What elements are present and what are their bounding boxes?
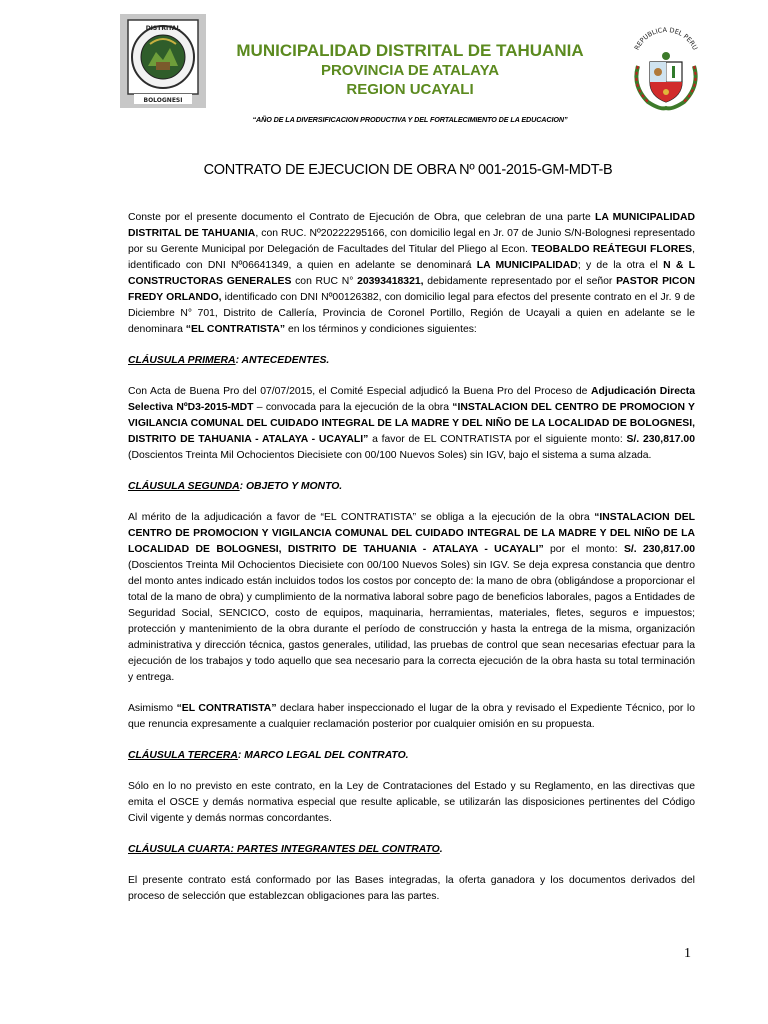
bold-text: LA MUNICIPALIDAD xyxy=(476,260,578,271)
contract-body xyxy=(128,210,695,920)
bold-text: 20393418321, xyxy=(357,276,424,287)
municipality-name: MUNICIPALIDAD DISTRITAL DE TAHUANIA xyxy=(236,41,584,60)
text-run: por el monto: xyxy=(543,544,624,555)
clause-heading-text: : MARCO LEGAL DEL CONTRATO. xyxy=(237,750,409,761)
text-run: con RUC N° xyxy=(291,276,358,287)
bold-text: N & L CONSTRUCTORAS GENERALES xyxy=(128,260,695,287)
bold-text: S/. 230,817.00 xyxy=(626,434,695,445)
clause-heading-cuarta xyxy=(128,842,695,858)
paragraph-partes-integrantes xyxy=(128,873,695,905)
bold-text: S/. 230,817.00 xyxy=(623,544,695,555)
clause-heading-label: CLÁUSULA TERCERA xyxy=(128,750,238,761)
bold-text: PASTOR PICON FREDY ORLANDO, xyxy=(128,276,695,303)
text-run: Con Acta de Buena Pro del 07/07/2015, el Comité Especial adjudicó la Buena Pro del Proceso de xyxy=(128,386,591,397)
bold-text: Adjudicación Directa Selectiva NºD3-2015-MDT xyxy=(128,386,695,413)
text-run: , identificado con DNI Nº06641349, a quien en adelante se denominará xyxy=(128,244,695,271)
bold-text: LA MUNICIPALIDAD DISTRITAL DE TAHUANIA xyxy=(128,212,695,239)
paragraph-asimismo xyxy=(128,701,695,733)
text-run: Conste por el presente documento el Contrato de Ejecución de Obra, que celebran de una parte xyxy=(128,212,595,223)
bold-text: “EL CONTRATISTA” xyxy=(185,324,286,335)
text-run: debidamente representado por el señor xyxy=(423,276,617,287)
coat-of-arms-icon xyxy=(628,22,704,114)
contract-title: CONTRATO DE EJECUCION DE OBRA Nº 001-2015-GM-MDT-B xyxy=(203,162,613,178)
clause-heading-segunda xyxy=(128,479,695,495)
text-run: El presente contrato está conformado por las Bases integradas, la oferta ganadora y los documentos derivados del proceso de selección que establezcan obligaciones para las partes. xyxy=(128,875,695,902)
clause-heading-primera xyxy=(128,353,695,369)
clause-heading-text: : OBJETO Y MONTO. xyxy=(239,481,343,492)
text-run: Sólo en lo no previsto en este contrato, en la Ley de Contrataciones del Estado y su Reglamento, en las directivas que emita el OSCE y demás normativa especial que resulte aplicable, se utilizarán las disposiciones pertinentes del Código Civil vigente y demás normas concordantes. xyxy=(128,781,695,824)
paragraph-parties xyxy=(128,210,695,338)
year-motto: “AÑO DE LA DIVERSIFICACION PRODUCTIVA Y DEL FORTALECIMIENTO DE LA EDUCACION” xyxy=(252,115,568,124)
text-run: a favor de EL CONTRATISTA por el siguiente monto: xyxy=(368,434,627,445)
bold-text: “INSTALACION DEL CENTRO DE PROMOCION Y VIGILANCIA COMUNAL DEL CUIDADO INTEGRAL DE LA MADRE Y DEL NIÑO DE LA LOCALIDAD DE BOLOGNESI, DISTRITO DE TAHUANIA - ATALAYA - UCAYALI” xyxy=(128,512,695,555)
text-run: identificado con DNI Nº00126382, con domicilio legal para efectos del presente contrato en el Jr. 9 de Diciembre N° 701, Distrito de Callería, Provincia de Coronel Portillo, Región de Ucayali a quien en adelante se le denominara xyxy=(128,292,696,335)
clause-heading-text: : ANTECEDENTES. xyxy=(235,355,330,366)
text-run: (Doscientos Treinta Mil Ochocientos Diecisiete con 00/100 Nuevos Soles) sin IGV, bajo el sistema a suma alzada. xyxy=(128,450,652,461)
text-run: (Doscientos Treinta Mil Ochocientos Diecisiete con 00/100 Nuevos Soles) sin IGV. Se deja expresa constancia que dentro del monto antes indicado están incluidos todos los costos por concepto de: la mano de obra (obligándose a proporcionar el total de la mano de obra) y cumplimiento de la normativa laboral sobre pago de beneficios laborales, pagos a Entidades de Seguridad Social, SENCICO, costo de equipos, maquinaria, herramientas, materiales, fletes, seguros e impuestos; protección y mantenimiento de la obra durante el período de construcción y hasta la entrega de la misma, organización administrativa y dirección técnica, gastos generales, utilidad, las pruebas de control que sean necesarias efectuar para la ejecución de los trabajos y todo aquello que sea necesario para la correcta ejecución de la obra hasta su total terminación y entrega. xyxy=(128,560,695,683)
region-name: REGION UCAYALI xyxy=(346,81,474,98)
clause-heading-label: CLÁUSULA CUARTA: PARTES INTEGRANTES DEL CONTRATO xyxy=(128,844,440,855)
text-run: Asimismo xyxy=(128,703,177,714)
text-run: , con RUC. Nº20222295166, con domicilio legal en Jr. 07 de Junio S/N-Bolognesi representado por su Gerente Municipal por Delegación de Facultades del Titular del Pliego al Econ. xyxy=(128,228,695,255)
clause-heading-tercera xyxy=(128,748,695,764)
text-run: – convocada para la ejecución de la obra xyxy=(253,402,453,413)
text-run: en los términos y condiciones siguientes: xyxy=(285,324,477,335)
clause-heading-text: . xyxy=(439,844,443,855)
svg-text:BOLOGNESI: BOLOGNESI xyxy=(143,97,183,104)
province-name: PROVINCIA DE ATALAYA xyxy=(320,62,500,79)
seal-icon xyxy=(120,14,206,108)
peru-coat-of-arms-logo xyxy=(628,22,704,114)
bold-text: “INSTALACION DEL CENTRO DE PROMOCION Y VIGILANCIA COMUNAL DEL CUIDADO INTEGRAL DE LA MADRE Y DEL NIÑO DE LA LOCALIDAD DE BOLOGNESI, DISTRITO DE TAHUANIA - ATALAYA - UCAYALI” xyxy=(128,402,695,445)
paragraph-marco-legal xyxy=(128,779,695,827)
paragraph-antecedentes xyxy=(128,384,695,464)
page-number: 1 xyxy=(684,946,691,961)
svg-text:DISTRITAL: DISTRITAL xyxy=(145,25,181,32)
paragraph-objeto xyxy=(128,510,695,686)
clause-heading-label: CLÁUSULA PRIMERA xyxy=(128,355,236,366)
clause-heading-label: CLÁUSULA SEGUNDA xyxy=(128,481,240,492)
text-run: declara haber inspeccionado el lugar de la obra y revisado el Expediente Técnico, por lo que renuncia expresamente a cualquier reclamación posterior por cualquier omisión en su propuesta. xyxy=(128,703,695,730)
text-run: ; y de la otra el xyxy=(577,260,664,271)
svg-text:REPUBLICA DEL PERU: REPUBLICA DEL PERU xyxy=(632,25,700,52)
municipal-seal-logo xyxy=(120,14,206,108)
bold-text: “EL CONTRATISTA” xyxy=(176,703,277,714)
text-run: Al mérito de la adjudicación a favor de “EL CONTRATISTA” se obliga a la ejecución de la obra xyxy=(128,512,595,523)
bold-text: TEOBALDO REÁTEGUI FLORES xyxy=(531,244,693,255)
